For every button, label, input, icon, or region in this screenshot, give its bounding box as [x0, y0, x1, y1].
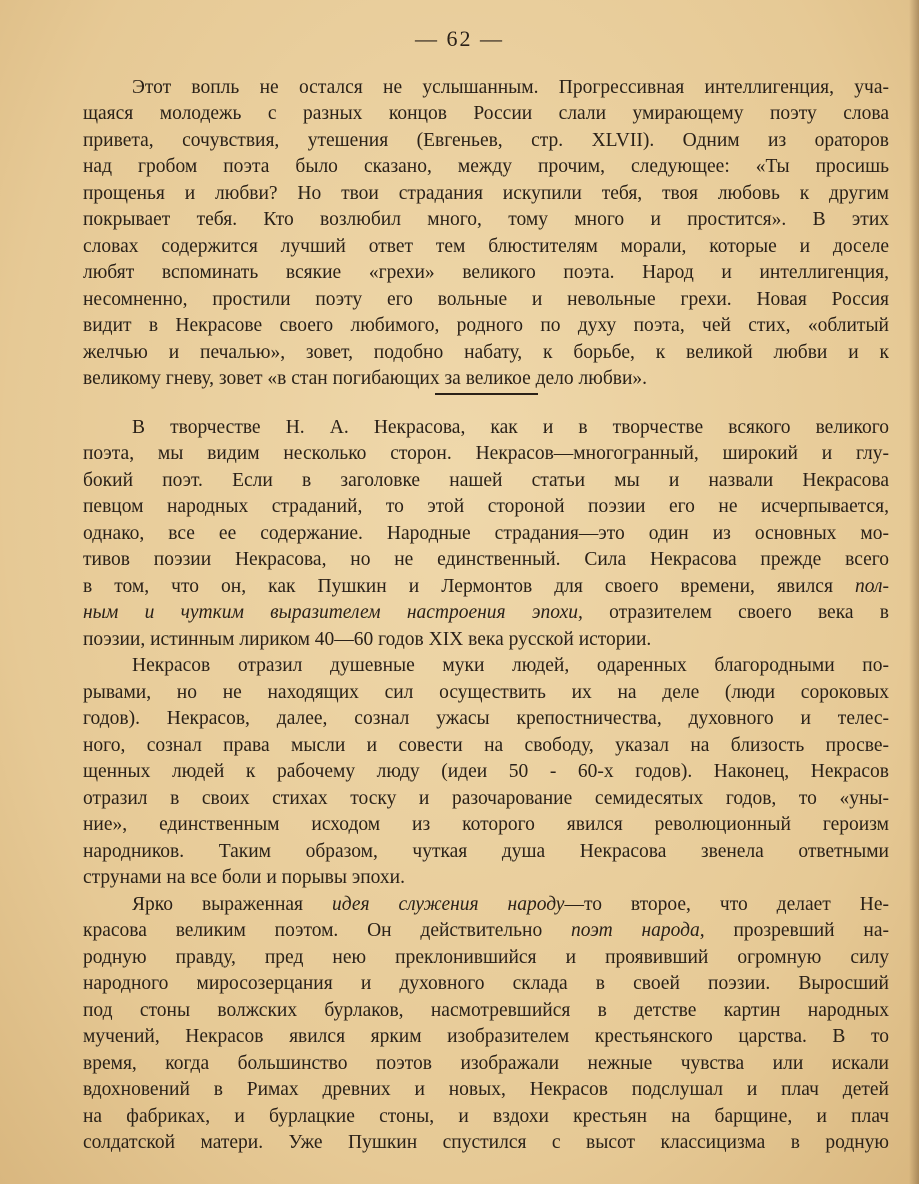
text-line: словах содержится лучший ответ тем блюстителям морали, которые и доселе	[83, 236, 889, 257]
italic-emphasis: пол-	[854, 576, 889, 597]
text-line: родную правду, пред нею преклонившийся и проявивший огромную силу	[83, 947, 889, 968]
text-line: под стоны волжских бурлаков, насмотревшийся в детстве картин народных	[83, 1000, 889, 1021]
text-line: ние», единственным исходом из которого явился революционный героизм	[83, 814, 889, 835]
italic-emphasis: ным и чутким выразителем настроения эпохи,	[83, 602, 583, 623]
text-line: певцом народных страданий, то этой стороной поэзии его не исчерпывается,	[83, 496, 889, 517]
text-line	[83, 575, 889, 599]
italic-emphasis: идея служения народу	[331, 894, 565, 915]
text-line: вдохновений в Римах древних и новых, Некрасов подслушал и плач детей	[83, 1079, 889, 1100]
italic-emphasis: поэт народа,	[571, 920, 705, 941]
text-line: любят вспоминать всякие «грехи» великого поэта. Народ и интеллигенция,	[83, 262, 889, 283]
text-line: прощенья и любви? Но твои страдания искупили тебя, твоя любовь к другим	[83, 183, 889, 204]
text-line: поэзии, истинным лириком 40—60 годов XIX века русской истории.	[83, 629, 652, 650]
text-line: тивов поэзии Некрасова, но не единственный. Сила Некрасова прежде всего	[83, 549, 889, 570]
text-run: отразителем своего века в	[582, 602, 890, 623]
text-run: Ярко выраженная	[132, 894, 332, 915]
text-line: солдатской матери. Уже Пушкин спустился с высот классицизма в родную	[83, 1132, 889, 1153]
text-line: желчью и печалью», зовет, подобно набату, к борьбе, к великой любви и к	[83, 342, 889, 363]
text-line: щаяся молодежь с разных концов России слали умирающему поэту слова	[83, 103, 889, 124]
text-line: однако, все ее содержание. Народные страдания—это один из основных мо-	[83, 523, 889, 544]
text-line: народного миросозерцания и духовного склада в своей поэзии. Выросший	[83, 973, 889, 994]
text-line: привета, сочувствия, утешения (Евгеньев, стр. XLVII). Одним из ораторов	[83, 130, 889, 151]
text-line	[83, 601, 889, 625]
text-line: покрывает тебя. Кто возлюбил много, тому много и простится». В этих	[83, 209, 889, 230]
text-line: ного, сознал права мысли и совести на свободу, указал на близость просве-	[83, 735, 889, 756]
text-line	[132, 893, 889, 917]
text-line: поэта, мы видим несколько сторон. Некрасов—многогранный, широкий и глу-	[83, 443, 889, 464]
text-line: на фабриках, и бурлацкие стоны, и вздохи крестьян на барщине, и плач	[83, 1106, 889, 1127]
text-line: В творчестве Н. А. Некрасова, как и в творчестве всякого великого	[132, 417, 889, 438]
text-line	[83, 919, 889, 943]
text-line: видит в Некрасове своего любимого, родного по духу поэта, чей стих, «облитый	[83, 315, 889, 336]
text-line: Этот вопль не остался не услышанным. Прогрессивная интеллигенция, уча-	[132, 77, 889, 98]
page-edge-shadow	[909, 0, 919, 1184]
text-run: —то второе, что делает Не-	[564, 894, 889, 915]
text-line: время, когда большинство поэтов изображали нежные чувства или искали	[83, 1053, 889, 1074]
text-line: над гробом поэта было сказано, между прочим, следующее: «Ты просишь	[83, 156, 889, 177]
text-line: мучений, Некрасов явился ярким изобразителем крестьянского царства. В то	[83, 1026, 889, 1047]
text-line: Некрасов отразил душевные муки людей, одаренных благородными по-	[132, 655, 889, 676]
text-line: рывами, но не находящих сил осуществить их на деле (люди сороковых	[83, 682, 889, 703]
text-run: красова великим поэтом. Он действительно	[83, 920, 572, 941]
section-divider	[435, 393, 538, 395]
text-line: народников. Таким образом, чуткая душа Некрасова звенела ответными	[83, 841, 889, 862]
text-run: в том, что он, как Пушкин и Лермонтов для своего времени, явился	[83, 576, 855, 597]
text-line: щенных людей к рабочему люду (идеи 50 - 60-х годов). Наконец, Некрасов	[83, 761, 889, 782]
text-line: струнами на все боли и порывы эпохи.	[83, 867, 405, 888]
text-run: прозревший на-	[704, 920, 889, 941]
text-line: отразил в своих стихах тоску и разочарование семидесятых годов, то «уны-	[83, 788, 889, 809]
text-line: великому гневу, зовет «в стан погибающих за великое дело любви».	[83, 368, 648, 389]
page-number: — 62 —	[415, 26, 504, 51]
text-line: несомненно, простили поэту его вольные и невольные грехи. Новая Россия	[83, 289, 889, 310]
text-line: бокий поэт. Если в заголовке нашей статьи мы и назвали Некрасова	[83, 470, 889, 491]
text-line: годов). Некрасов, далее, сознал ужасы крепостничества, духовного и телес-	[83, 708, 889, 729]
